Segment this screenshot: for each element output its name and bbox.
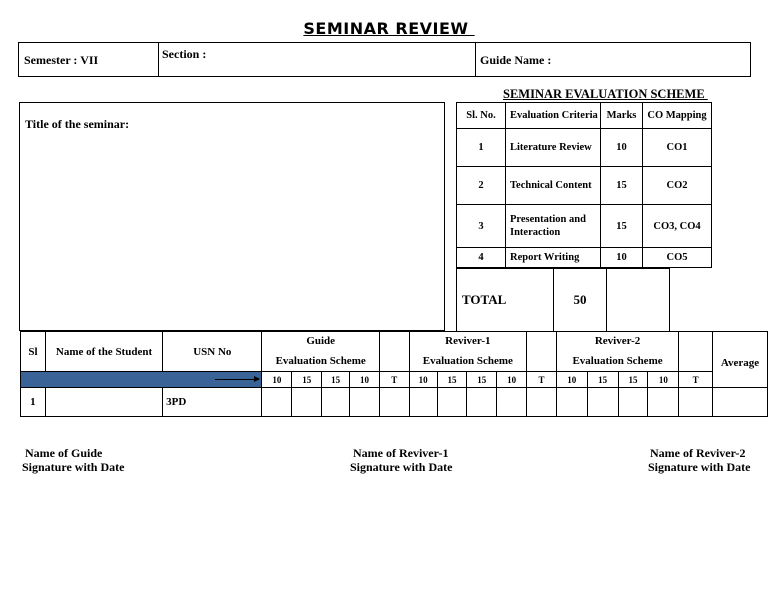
reviver1-mark: 15 bbox=[467, 372, 497, 388]
scheme-co: CO3, CO4 bbox=[643, 205, 712, 248]
reviver1-eval-scheme: Evaluation Scheme bbox=[409, 351, 526, 372]
row-student-name[interactable] bbox=[45, 388, 162, 417]
scheme-marks: 15 bbox=[601, 205, 643, 248]
reviver1-mark: 10 bbox=[497, 372, 527, 388]
reviver2-mark: 15 bbox=[587, 372, 618, 388]
cell[interactable] bbox=[292, 388, 322, 417]
guide-name-text: Name of Guide bbox=[25, 446, 103, 460]
total-value: 50 bbox=[554, 269, 607, 332]
guide-mark: 10 bbox=[350, 372, 380, 388]
cell[interactable] bbox=[350, 388, 380, 417]
reviver2-name-text: Name of Reviver-2 bbox=[650, 446, 746, 460]
header-row bbox=[18, 42, 751, 77]
scheme-criteria: Technical Content bbox=[506, 167, 601, 205]
scheme-header-row bbox=[457, 103, 712, 129]
cell[interactable] bbox=[679, 388, 713, 417]
guide-mark: 15 bbox=[292, 372, 322, 388]
reviver1-name-text: Name of Reviver-1 bbox=[353, 446, 449, 460]
scheme-marks: 10 bbox=[601, 248, 643, 268]
col-marks: Marks bbox=[601, 103, 643, 129]
usn-header: USN No bbox=[163, 332, 262, 372]
cell[interactable] bbox=[618, 388, 648, 417]
reviver2-header: Reviver-2 bbox=[556, 332, 678, 351]
scheme-row bbox=[457, 167, 712, 205]
reviver2-signature-block bbox=[648, 446, 750, 474]
reviver1-total: T bbox=[527, 372, 557, 388]
cell[interactable] bbox=[497, 388, 527, 417]
scheme-sl: 1 bbox=[457, 129, 506, 167]
average-header: Average bbox=[713, 332, 768, 388]
cell[interactable] bbox=[556, 388, 587, 417]
reviver1-signature-block bbox=[350, 446, 452, 474]
section-label: Section : bbox=[162, 47, 207, 61]
guide-mark: 10 bbox=[262, 372, 292, 388]
seminar-title-label: Title of the seminar: bbox=[25, 117, 130, 131]
guide-t-spacer bbox=[379, 332, 409, 372]
reviver2-mark: 10 bbox=[556, 372, 587, 388]
reviver2-eval-scheme: Evaluation Scheme bbox=[556, 351, 678, 372]
divider bbox=[475, 43, 476, 76]
guide-total: T bbox=[379, 372, 409, 388]
scheme-criteria: Presentation and Interaction bbox=[506, 205, 601, 248]
scheme-marks: 15 bbox=[601, 167, 643, 205]
total-label: TOTAL bbox=[457, 269, 554, 332]
scheme-row bbox=[457, 205, 712, 248]
guide-mark: 15 bbox=[322, 372, 350, 388]
cell[interactable] bbox=[409, 388, 437, 417]
student-name-header: Name of the Student bbox=[45, 332, 162, 372]
col-co: CO Mapping bbox=[643, 103, 712, 129]
table-row bbox=[21, 388, 768, 417]
guide-header: Guide bbox=[262, 332, 379, 351]
scheme-sl: 4 bbox=[457, 248, 506, 268]
guide-signature-block bbox=[22, 446, 124, 474]
row-usn[interactable]: 3PD bbox=[163, 388, 262, 417]
divider bbox=[158, 43, 159, 76]
reviver1-t-spacer bbox=[527, 332, 557, 372]
total-blank bbox=[607, 269, 670, 332]
row-sl: 1 bbox=[21, 388, 46, 417]
sl-header: Sl bbox=[21, 332, 46, 372]
cell[interactable] bbox=[467, 388, 497, 417]
cell[interactable] bbox=[437, 388, 467, 417]
reviver2-sign-text: Signature with Date bbox=[648, 460, 751, 474]
reviver1-mark: 10 bbox=[409, 372, 437, 388]
page-title: SEMINAR REVIEW bbox=[303, 19, 475, 38]
cell[interactable] bbox=[322, 388, 350, 417]
guide-eval-scheme: Evaluation Scheme bbox=[262, 351, 379, 372]
evaluation-scheme-table bbox=[456, 102, 712, 268]
scheme-sl: 3 bbox=[457, 205, 506, 248]
semester-label: Semester : VII bbox=[24, 53, 99, 67]
cell[interactable] bbox=[713, 388, 768, 417]
scheme-criteria: Literature Review bbox=[506, 129, 601, 167]
scheme-criteria: Report Writing bbox=[506, 248, 601, 268]
scheme-title: SEMINAR EVALUATION SCHEME bbox=[503, 87, 708, 101]
reviver2-t-spacer bbox=[679, 332, 713, 372]
reviver2-total: T bbox=[679, 372, 713, 388]
col-criteria: Evaluation Criteria bbox=[506, 103, 601, 129]
reviver2-mark: 10 bbox=[648, 372, 679, 388]
cell[interactable] bbox=[262, 388, 292, 417]
scheme-co: CO2 bbox=[643, 167, 712, 205]
scheme-marks: 10 bbox=[601, 129, 643, 167]
table-header-row bbox=[21, 332, 768, 351]
cell[interactable] bbox=[648, 388, 679, 417]
scheme-co: CO5 bbox=[643, 248, 712, 268]
arrow-right-icon bbox=[215, 379, 259, 380]
reviver1-sign-text: Signature with Date bbox=[350, 460, 453, 474]
cell[interactable] bbox=[379, 388, 409, 417]
marks-table bbox=[20, 331, 768, 417]
col-sl: Sl. No. bbox=[457, 103, 506, 129]
guide-sign-text: Signature with Date bbox=[22, 460, 125, 474]
highlight-bar bbox=[21, 372, 262, 388]
scheme-row bbox=[457, 129, 712, 167]
scheme-sl: 2 bbox=[457, 167, 506, 205]
guide-name-label: Guide Name : bbox=[480, 53, 552, 67]
reviver2-mark: 15 bbox=[618, 372, 648, 388]
scheme-co: CO1 bbox=[643, 129, 712, 167]
marks-scale-row bbox=[21, 372, 768, 388]
seminar-title-box[interactable] bbox=[19, 102, 445, 331]
reviver1-header: Reviver-1 bbox=[409, 332, 526, 351]
total-table bbox=[456, 268, 670, 332]
scheme-row bbox=[457, 248, 712, 268]
reviver1-mark: 15 bbox=[437, 372, 467, 388]
cell[interactable] bbox=[587, 388, 618, 417]
cell[interactable] bbox=[527, 388, 557, 417]
